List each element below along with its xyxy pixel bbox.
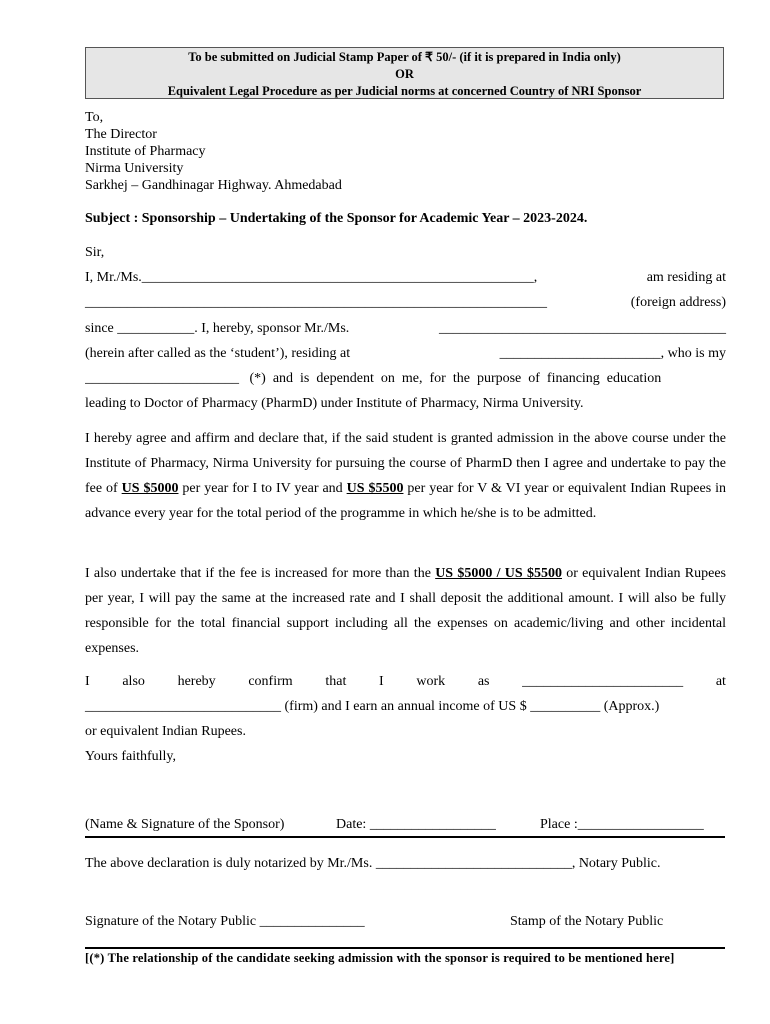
para1-line1 [85,270,726,286]
footnote: [(*) The relationship of the candidate seeking admission with the sponsor is required to be mentioned here] [85,951,675,965]
paragraph-fee-increase: I also undertake that if the fee is increased for more than the US $5000 / US $5500 or equivalent Indian Rupees per year, I will pay the same at the increased rate and I shall deposit the additional amount. I will also be fully responsible for the total financial support including all the expenses on academic/living and other incidental expenses. [85,566,727,656]
fee-amount-2: US $5500 [346,481,404,496]
para1-line2-end: (foreign address) [630,295,726,310]
para1-line3 [85,321,726,337]
divider-top [85,836,725,838]
para4-line1: I also hereby confirm that I work as _______________________ at [85,674,726,689]
para1-line6: leading to Doctor of Pharmacy (PharmD) under Institute of Pharmacy, Nirma University. [85,396,584,411]
subject-line: Subject : Sponsorship – Undertaking of the Sponsor for Academic Year – 2023-2024. [85,211,588,226]
notarization-statement: The above declaration is duly notarized by Mr./Ms. ____________________________, Notary Public. [85,856,661,871]
foreign-address-blank: __________________________________________________________________ [85,295,547,310]
para1-line1-end: am residing at [646,270,726,285]
place-field: Place :__________________ [540,817,704,832]
salutation: Sir, [85,245,105,260]
notary-signature-label: Signature of the Notary Public _______________ [85,914,365,929]
fee-amount-1: US $5000 [121,481,179,496]
closing: Yours faithfully, [85,749,177,764]
address-line-3: Nirma University [85,161,184,176]
para1-line4-start: (herein after called as the ‘student’), residing at [85,346,351,361]
address-line-1: The Director [85,127,157,142]
para1-line5: ______________________ (*) and is dependent on me, for the purpose of financing education [85,371,662,386]
fee-amount-range: US $5000 / US $5500 [435,566,562,581]
address-line-2: Institute of Pharmacy [85,144,206,159]
para1-line3-start: since ___________. I, hereby, sponsor Mr./Ms. [85,321,350,336]
paragraph-fee-undertaking: I hereby agree and affirm and declare that, if the said student is granted admission in the above course under the Institute of Pharmacy, Nirma University for pursuing the course of PharmD then I agree and undertake to pay the fee of US $5000 per year for I to IV year and US $5500 per year for V & VI year or equivalent Indian Rupees in advance every year for the total period of the programme in which he/she is to be admitted. [85,431,726,521]
stamp-paper-instructions [85,47,724,99]
para1-line4 [85,346,726,362]
sponsor-name-blank: I, Mr./Ms.________________________________________________________, [85,270,538,285]
occupation-blank: _______________________ [522,674,684,689]
notary-stamp-label: Stamp of the Notary Public [510,914,664,929]
sponsor-signature-label: (Name & Signature of the Sponsor) [85,817,285,832]
date-field: Date: __________________ [336,817,496,832]
para4-line3: or equivalent Indian Rupees. [85,724,246,739]
student-residence-blank: _______________________, who is my [499,346,726,361]
para4-line2: ____________________________ (firm) and I earn an annual income of US $ __________ (Approx.) [85,699,660,714]
divider-bottom [85,947,725,949]
address-line-4: Sarkhej – Gandhinagar Highway. Ahmedabad [85,178,342,193]
header-line-1: To be submitted on Judicial Stamp Paper of ₹ 50/- (if it is prepared in India only) [188,50,621,64]
header-line-3: Equivalent Legal Procedure as per Judicial norms at concerned Country of NRI Sponsor [167,84,642,98]
header-line-or: OR [395,67,414,81]
student-name-blank: _________________________________________ [439,321,726,336]
address-to: To, [85,110,104,125]
para1-line2 [85,295,726,311]
